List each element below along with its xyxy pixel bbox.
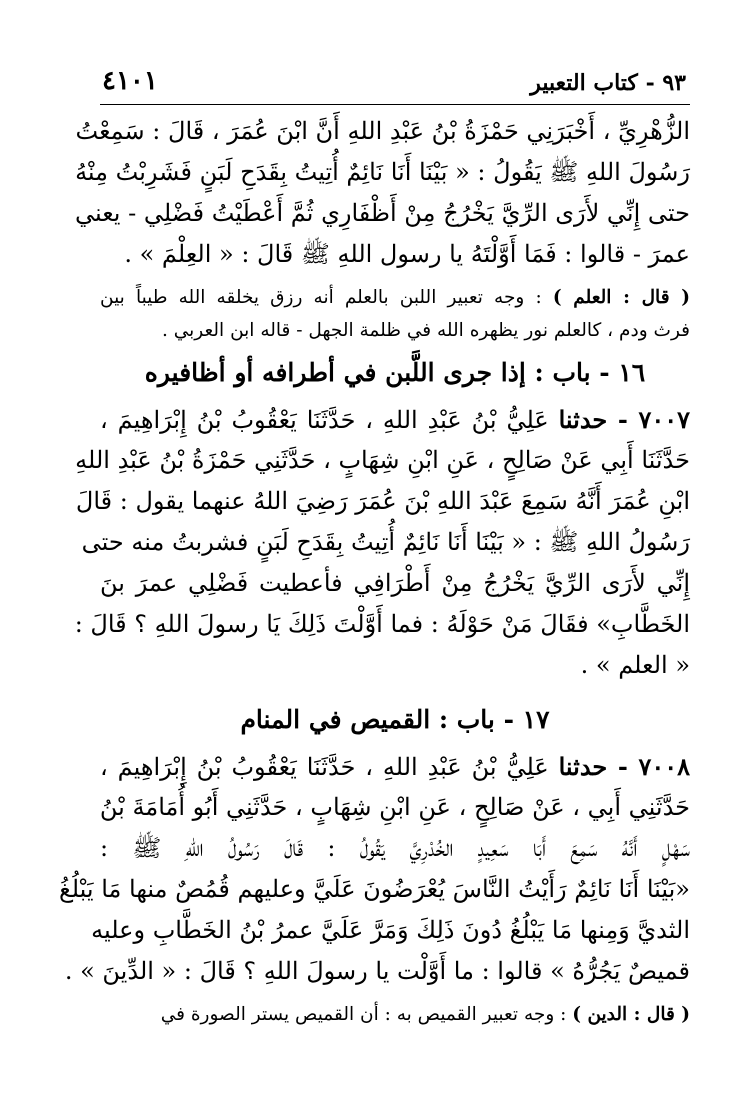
note-text: : وجه تعبير القميص به : أن القميص يستر الصورة في [160,1004,573,1025]
text-line: رَسُولُ اللهِ ﷺ : « بَيْنَا أَنَا نَائِمٌ أُتِيتُ بِقَدَحِ لَبَنٍ فشربتُ منه حتى [81,528,690,556]
commentary-note [100,281,690,347]
text-line: حَدَّثَنِي أَبِي ، عَنْ صَالِحٍ ، عَنِ ابْنِ شِهَابٍ ، حَدَّثَنِي أَبُو أُمَامَةَ بْنُ [99,793,690,821]
chapter-heading: ١٧ - باب : القميص في المنام [240,705,550,734]
hadith-number: ٧٠٠٧ - حدثنا [558,405,690,434]
note-label: ( قال : العلم ) [552,287,690,308]
running-title: ٩٣ - كتاب التعبير [530,70,686,96]
hadith-7007 [74,399,690,686]
note-line [100,281,690,314]
text-line [100,399,690,440]
hadith-text: عَلِيُّ بْنُ عَبْدِ اللهِ ، حَدَّثَنَا يَعْقُوبُ بْنُ إِبْرَاهِيمَ ، [100,753,559,781]
text-line: رَسُولَ اللهِ ﷺ يَقُولُ : « بَيْنَا أَنَا نَائِمٌ أُتِيتُ بِقَدَحِ لَبَنٍ فَشَرِبْتُ مِنْهُ [75,158,690,186]
text-line: سَهْلٍ أَنَّهُ سَمِعَ أَبَا سَعِيدٍ الخُدْرِيَّ يَقُولُ : قَالَ رَسُولُ اللهِ ﷺ : [100,834,690,862]
commentary-note [100,998,690,1031]
text-line: إِنِّي لأَرَى الرِّيَّ يَخْرُجُ مِنْ أَطْرَافِي فأعطيت فَضْلِي عمرَ بنَ [100,569,690,597]
page-header [100,58,690,105]
chapter-heading: ١٦ - باب : إذا جرى اللَّبن في أطرافه أو أظافيره [144,358,646,387]
note-text: : وجه تعبير اللبن بالعلم أنه رزق يخلقه الله طيباً بين [100,287,553,308]
text-line [100,746,690,787]
text-line: حَدَّثَنَا أَبِي عَنْ صَالِحٍ ، عَنِ ابْنِ شِهَابٍ ، حَدَّثَنِي حَمْزَةُ بْنُ عَبْدِ اللهِ [75,446,690,474]
text-line: عمرَ - قالوا : فَمَا أَوَّلْتَهُ يا رسول اللهِ ﷺ قَالَ : « العِلْمَ » . [124,240,690,268]
text-line: قميصٌ يَجُرُّهُ » قالوا : ما أَوَّلْت يا رسولَ اللهِ ؟ قَالَ : « الدِّينَ » . [64,957,690,985]
text-line: «بَيْنَا أَنَا نَائِمٌ رَأَيْتُ النَّاسَ يُعْرَضُونَ عَلَيَّ وعليهم قُمُصٌ منها مَا يَبْلُغُ [58,875,690,903]
text-line: الثديَّ وَمِنها مَا يَبْلُغُ دُونَ ذَلِكَ وَمَرَّ عَلَيَّ عمرُ بْنُ الخَطَّابِ وعليه [91,916,690,944]
text-line: ابْنِ عُمَرَ أَنَّهُ سَمِعَ عَبْدَ اللهِ بْنَ عُمَرَ رَضِيَ اللهُ عنهما يقول : قَالَ [75,487,690,515]
hadith-text: عَلِيُّ بْنُ عَبْدِ اللهِ ، حَدَّثَنَا يَعْقُوبُ بْنُ إِبْرَاهِيمَ ، [100,406,559,434]
text-line: حتى إِنِّي لأَرَى الرِّيَّ يَخْرُجُ مِنْ أَظْفَارِي ثُمَّ أَعْطَيْتُ فَضْلِي - يعني [74,199,690,227]
page [58,58,690,1031]
hadith-7008 [58,746,690,992]
hadith-number: ٧٠٠٨ - حدثنا [558,752,690,781]
note-line [100,998,690,1031]
page-number: ٤١٠١ [102,66,158,96]
text-line: الخَطَّابِ» فقَالَ مَنْ حَوْلَهُ : فما أَوَّلْتَ ذَلِكَ يَا رسولَ اللهِ ؟ قَالَ : [74,610,690,638]
text-line: الزُّهْرِيِّ ، أَخْبَرَنِي حَمْزَةُ بْنُ عَبْدِ اللهِ أَنَّ ابْنَ عُمَرَ ، قَالَ : سَمِعْتُ [75,117,690,145]
note-line: فرث ودم ، كالعلم نور يظهره الله في ظلمة الجهل - قاله ابن العربي . [161,320,690,341]
text-line: « العلم » . [580,651,690,679]
note-label: ( قال : الدين ) [572,1004,690,1025]
hadith-continuation [74,111,690,275]
